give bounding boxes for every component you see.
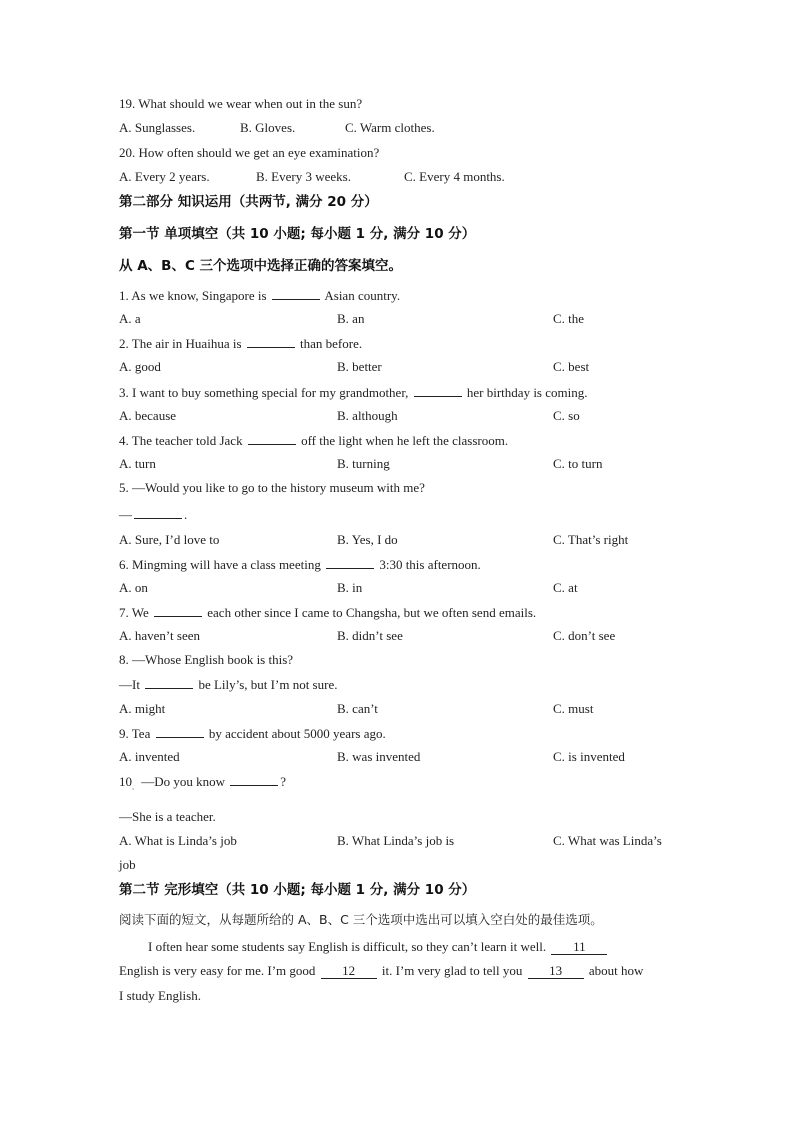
- question-9-stem: [119, 725, 386, 742]
- q10-option-c-continued: job: [119, 857, 136, 872]
- q10-number: 10: [119, 774, 132, 789]
- q1-post: Asian country.: [324, 288, 401, 303]
- q10-option-b: B. What Linda’s job is: [337, 833, 455, 848]
- passage-line-3: I study English.: [119, 988, 201, 1003]
- q5-period: .: [184, 507, 188, 522]
- section2-instructions: 阅读下面的短文，从每题所给的 A、B、C 三个选项中选出可以填入空白处的最佳选项。: [119, 912, 603, 927]
- q19-option-b: B. Gloves.: [240, 120, 296, 135]
- answer-blank: [272, 287, 320, 300]
- q4-option-b: B. turning: [337, 456, 390, 471]
- q10-option-c: C. What was Linda’s: [553, 833, 662, 848]
- q3-option-a: A. because: [119, 408, 177, 423]
- answer-blank: [145, 676, 193, 689]
- answer-blank: [134, 506, 182, 519]
- question-20-stem: 20. How often should we get an eye examination?: [119, 145, 380, 160]
- q7-option-a: A. haven’t seen: [119, 628, 200, 643]
- q8-post: be Lily’s, but I’m not sure.: [198, 677, 338, 692]
- q5-option-b: B. Yes, I do: [337, 532, 398, 547]
- q8-option-c: C. must: [553, 701, 594, 716]
- question-19-stem: 19. What should we wear when out in the sun?: [119, 96, 363, 111]
- q9-pre: 9. Tea: [119, 726, 151, 741]
- q8-pre: —It: [119, 677, 140, 692]
- q10-post: ?: [280, 774, 287, 789]
- q6-post: 3:30 this afternoon.: [379, 557, 481, 572]
- q10-option-a: A. What is Linda’s job: [119, 833, 237, 848]
- section2-title: 第二节 完形填空（共 10 小题; 每小题 1 分, 满分 10 分）: [119, 882, 476, 898]
- question-5-response: [119, 506, 187, 523]
- q8-option-a: A. might: [119, 701, 166, 716]
- answer-blank: [247, 335, 295, 348]
- q6-option-b: B. in: [337, 580, 363, 595]
- q1-option-a: A. a: [119, 311, 141, 326]
- q20-option-b: B. Every 3 weeks.: [256, 169, 351, 184]
- q7-post: each other since I came to Changsha, but we often send emails.: [207, 605, 537, 620]
- q19-option-c: C. Warm clothes.: [345, 120, 435, 135]
- answer-blank: [326, 556, 374, 569]
- question-5-stem: 5. —Would you like to go to the history museum with me?: [119, 480, 425, 495]
- q1-pre: 1. As we know, Singapore is: [119, 288, 267, 303]
- q10-dot: .: [132, 782, 134, 792]
- passage-text-2b: it. I’m very glad to tell you: [381, 963, 523, 978]
- section1-title: 第一节 单项填空（共 10 小题; 每小题 1 分, 满分 10 分）: [119, 226, 476, 242]
- question-3-stem: [119, 384, 587, 401]
- passage-text-1: I often hear some students say English is difficult, so they can’t learn it well.: [148, 939, 547, 954]
- cloze-blank-13: 13: [528, 964, 584, 979]
- q5-option-a: A. Sure, I’d love to: [119, 532, 220, 547]
- part2-title: 第二部分 知识运用（共两节, 满分 20 分）: [119, 194, 378, 210]
- q3-option-c: C. so: [553, 408, 580, 423]
- question-8-response: [119, 676, 337, 693]
- answer-blank: [154, 604, 202, 617]
- q19-option-a: A. Sunglasses.: [119, 120, 196, 135]
- q2-option-c: C. best: [553, 359, 590, 374]
- question-10-stem: [119, 773, 286, 796]
- answer-blank: [414, 384, 462, 397]
- question-2-stem: [119, 335, 362, 352]
- question-10-response: —She is a teacher.: [119, 809, 216, 824]
- q7-pre: 7. We: [119, 605, 149, 620]
- q3-option-b: B. although: [337, 408, 398, 423]
- q20-option-c: C. Every 4 months.: [404, 169, 505, 184]
- question-4-stem: [119, 432, 508, 449]
- answer-blank: [248, 432, 296, 445]
- q3-pre: 3. I want to buy something special for my grandmother,: [119, 385, 409, 400]
- cloze-blank-11: 11: [551, 940, 607, 955]
- q8-option-b: B. can’t: [337, 701, 378, 716]
- answer-blank: [156, 725, 204, 738]
- q5-option-c: C. That’s right: [553, 532, 629, 547]
- cloze-blank-12: 12: [321, 964, 377, 979]
- passage-line-1: [148, 939, 609, 955]
- q4-post: off the light when he left the classroom.: [301, 433, 509, 448]
- q10-pre: —Do you know: [141, 774, 226, 789]
- q6-option-a: A. on: [119, 580, 148, 595]
- q3-post: her birthday is coming.: [466, 385, 588, 400]
- passage-line-2: [119, 963, 643, 979]
- q2-option-b: B. better: [337, 359, 382, 374]
- passage-text-2c: about how: [588, 963, 644, 978]
- q6-pre: 6. Mingming will have a class meeting: [119, 557, 321, 572]
- q1-option-b: B. an: [337, 311, 365, 326]
- q4-option-a: A. turn: [119, 456, 156, 471]
- q5-dash: —: [119, 507, 132, 522]
- q6-option-c: C. at: [553, 580, 578, 595]
- q4-pre: 4. The teacher told Jack: [119, 433, 243, 448]
- answer-blank: [230, 773, 278, 786]
- q20-option-a: A. Every 2 years.: [119, 169, 210, 184]
- question-6-stem: [119, 556, 481, 573]
- q7-option-b: B. didn’t see: [337, 628, 403, 643]
- q2-post: than before.: [300, 336, 363, 351]
- question-7-stem: [119, 604, 536, 621]
- q7-option-c: C. don’t see: [553, 628, 616, 643]
- q2-option-a: A. good: [119, 359, 161, 374]
- q9-post: by accident about 5000 years ago.: [208, 726, 386, 741]
- question-1-stem: [119, 287, 400, 304]
- question-8-stem: 8. —Whose English book is this?: [119, 652, 294, 667]
- q1-option-c: C. the: [553, 311, 585, 326]
- q9-option-a: A. invented: [119, 749, 180, 764]
- section1-instructions: 从 A、B、C 三个选项中选择正确的答案填空。: [119, 258, 403, 274]
- q9-option-c: C. is invented: [553, 749, 625, 764]
- q4-option-c: C. to turn: [553, 456, 603, 471]
- passage-text-2a: English is very easy for me. I’m good: [119, 963, 316, 978]
- q2-pre: 2. The air in Huaihua is: [119, 336, 242, 351]
- q9-option-b: B. was invented: [337, 749, 421, 764]
